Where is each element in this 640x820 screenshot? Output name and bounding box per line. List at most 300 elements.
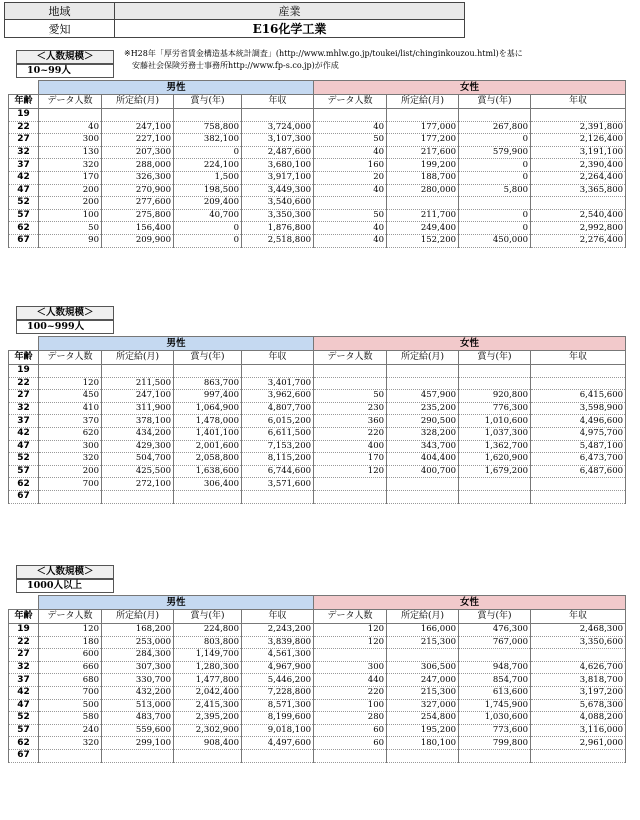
age-cell: 47 [9,440,39,453]
value-cell: 2,243,200 [242,624,314,637]
value-cell: 2,961,000 [531,737,626,750]
value-cell: 280 [314,712,387,725]
value-cell: 5,678,300 [531,699,626,712]
table-row [9,197,626,210]
value-cell: 50 [314,390,387,403]
value-cell: 457,900 [387,390,459,403]
value-cell: 799,800 [459,737,531,750]
table-row [9,686,626,699]
value-cell: 7,228,800 [242,686,314,699]
age-header: 年齢 [9,610,39,624]
value-cell: 209,400 [174,197,242,210]
value-cell: 6,015,200 [242,415,314,428]
region-value: 愛知 [5,20,115,38]
value-cell: 4,088,200 [531,712,626,725]
value-cell [39,490,102,503]
blank-cell [9,596,39,610]
table-row [9,661,626,674]
value-cell: 120 [314,465,387,478]
col-monthly-m: 所定給(月) [102,610,174,624]
value-cell: 500 [39,699,102,712]
value-cell: 6,744,600 [242,465,314,478]
value-cell: 6,487,600 [531,465,626,478]
value-cell: 1,876,800 [242,222,314,235]
industry-label: 産業 [115,3,465,20]
value-cell: 40 [314,121,387,134]
value-cell: 40 [39,121,102,134]
age-cell: 22 [9,121,39,134]
value-cell: 220 [314,686,387,699]
value-cell [531,365,626,378]
value-cell: 3,724,000 [242,121,314,134]
col-annual-f: 年収 [531,95,626,109]
value-cell: 211,700 [387,209,459,222]
col-annual-m: 年収 [242,351,314,365]
value-cell: 180,100 [387,737,459,750]
value-cell: 8,571,300 [242,699,314,712]
value-cell: 1,745,900 [459,699,531,712]
value-cell: 50 [314,209,387,222]
table-row [9,184,626,197]
table-row [9,234,626,247]
value-cell [314,365,387,378]
age-cell: 42 [9,427,39,440]
value-cell: 156,400 [102,222,174,235]
value-cell: 4,807,700 [242,402,314,415]
value-cell [39,365,102,378]
col-annual-f: 年収 [531,351,626,365]
table-row [9,478,626,491]
age-cell: 47 [9,184,39,197]
value-cell: 4,975,700 [531,427,626,440]
age-cell: 19 [9,365,39,378]
value-cell: 948,700 [459,661,531,674]
table-row [9,636,626,649]
value-cell: 224,100 [174,159,242,172]
value-cell: 767,000 [459,636,531,649]
value-cell: 2,468,300 [531,624,626,637]
age-cell: 52 [9,712,39,725]
value-cell: 2,487,600 [242,146,314,159]
value-cell [387,109,459,122]
value-cell: 2,001,600 [174,440,242,453]
value-cell: 450 [39,390,102,403]
value-cell [314,490,387,503]
value-cell: 40 [314,146,387,159]
value-cell: 776,300 [459,402,531,415]
col-monthly-f: 所定給(月) [387,95,459,109]
value-cell: 3,917,100 [242,171,314,184]
value-cell: 4,496,600 [531,415,626,428]
value-cell: 1,477,800 [174,674,242,687]
value-cell: 320 [39,737,102,750]
value-cell: 2,415,300 [174,699,242,712]
value-cell: 180 [39,636,102,649]
value-cell: 120 [39,624,102,637]
table-row [9,724,626,737]
value-cell: 299,100 [102,737,174,750]
value-cell: 378,100 [102,415,174,428]
value-cell: 40 [314,184,387,197]
value-cell: 277,600 [102,197,174,210]
value-cell: 997,400 [174,390,242,403]
value-cell: 60 [314,737,387,750]
female-header: 女性 [314,81,626,95]
value-cell: 1,280,300 [174,661,242,674]
table-row [9,377,626,390]
value-cell: 3,449,300 [242,184,314,197]
value-cell [459,377,531,390]
value-cell: 40 [314,234,387,247]
col-monthly-f: 所定給(月) [387,610,459,624]
value-cell: 168,200 [102,624,174,637]
table-row [9,159,626,172]
table-row [9,402,626,415]
table-row [9,109,626,122]
table-row [9,453,626,466]
value-cell: 326,300 [102,171,174,184]
table-row [9,390,626,403]
age-cell: 32 [9,661,39,674]
value-cell: 908,400 [174,737,242,750]
col-bonus-f: 賞与(年) [459,610,531,624]
table-row [9,440,626,453]
col-monthly-m: 所定給(月) [102,351,174,365]
value-cell: 120 [39,377,102,390]
value-cell [531,749,626,762]
blank-cell [9,337,39,351]
value-cell: 90 [39,234,102,247]
region-label: 地域 [5,3,115,20]
table-row [9,121,626,134]
value-cell: 3,962,600 [242,390,314,403]
value-cell: 0 [459,159,531,172]
value-cell: 311,900 [102,402,174,415]
value-cell: 328,200 [387,427,459,440]
value-cell [531,649,626,662]
value-cell: 1,010,600 [459,415,531,428]
value-cell [314,377,387,390]
value-cell: 170 [39,171,102,184]
age-cell: 62 [9,737,39,750]
value-cell: 404,400 [387,453,459,466]
wage-table-2 [8,595,626,763]
col-bonus-m: 賞与(年) [174,351,242,365]
value-cell: 920,800 [459,390,531,403]
value-cell: 3,571,600 [242,478,314,491]
value-cell: 4,967,900 [242,661,314,674]
value-cell: 2,264,400 [531,171,626,184]
value-cell: 6,611,500 [242,427,314,440]
value-cell [531,377,626,390]
value-cell [531,490,626,503]
value-cell: 8,115,200 [242,453,314,466]
age-cell: 22 [9,377,39,390]
value-cell: 195,200 [387,724,459,737]
value-cell: 200 [39,197,102,210]
value-cell: 200 [39,184,102,197]
value-cell: 3,680,100 [242,159,314,172]
value-cell: 50 [314,134,387,147]
value-cell: 863,700 [174,377,242,390]
value-cell: 2,390,400 [531,159,626,172]
table-row [9,427,626,440]
value-cell: 50 [39,222,102,235]
col-annual-m: 年収 [242,95,314,109]
value-cell: 0 [459,209,531,222]
value-cell [174,749,242,762]
value-cell: 320 [39,453,102,466]
table-row [9,649,626,662]
value-cell: 400 [314,440,387,453]
value-cell: 200 [39,465,102,478]
value-cell: 40 [314,222,387,235]
value-cell [174,365,242,378]
value-cell: 2,302,900 [174,724,242,737]
size-value-1: 100~999人 [16,320,114,334]
value-cell [242,109,314,122]
value-cell: 3,401,700 [242,377,314,390]
value-cell: 476,300 [459,624,531,637]
value-cell: 0 [174,146,242,159]
value-cell: 290,500 [387,415,459,428]
value-cell: 3,107,300 [242,134,314,147]
table-row [9,222,626,235]
value-cell: 166,000 [387,624,459,637]
value-cell: 235,200 [387,402,459,415]
value-cell: 3,839,800 [242,636,314,649]
value-cell: 2,391,800 [531,121,626,134]
age-cell: 22 [9,636,39,649]
value-cell: 272,100 [102,478,174,491]
value-cell: 160 [314,159,387,172]
value-cell: 3,598,900 [531,402,626,415]
col-count-m: データ人数 [39,351,102,365]
value-cell [387,377,459,390]
value-cell [314,109,387,122]
value-cell: 579,900 [459,146,531,159]
value-cell: 2,395,200 [174,712,242,725]
value-cell: 1,037,300 [459,427,531,440]
value-cell: 429,300 [102,440,174,453]
value-cell: 1,638,600 [174,465,242,478]
value-cell [459,197,531,210]
col-monthly-f: 所定給(月) [387,351,459,365]
value-cell: 8,199,600 [242,712,314,725]
size-title-0: ＜人数規模＞ [16,50,114,64]
industry-value: E16化学工業 [115,20,465,38]
size-title-1: ＜人数規模＞ [16,306,114,320]
value-cell: 177,000 [387,121,459,134]
table-row [9,490,626,503]
size-value-2: 1000人以上 [16,579,114,593]
value-cell: 330,700 [102,674,174,687]
col-bonus-f: 賞与(年) [459,95,531,109]
value-cell: 199,200 [387,159,459,172]
value-cell: 120 [314,636,387,649]
col-count-f: データ人数 [314,610,387,624]
value-cell: 9,018,100 [242,724,314,737]
value-cell: 6,473,700 [531,453,626,466]
value-cell: 580 [39,712,102,725]
value-cell [531,478,626,491]
value-cell: 360 [314,415,387,428]
value-cell [531,197,626,210]
age-cell: 27 [9,390,39,403]
col-count-f: データ人数 [314,95,387,109]
value-cell: 3,116,000 [531,724,626,737]
value-cell: 152,200 [387,234,459,247]
value-cell: 1,620,900 [459,453,531,466]
value-cell: 230 [314,402,387,415]
value-cell: 198,500 [174,184,242,197]
source-note-line1: ※H28年「厚労省賃金構造基本統計調査」(http://www.mhlw.go.jp/toukei/list/chinginkouzou.html)を基に [124,49,523,58]
age-cell: 52 [9,453,39,466]
table-row [9,134,626,147]
age-header: 年齢 [9,95,39,109]
table-row [9,209,626,222]
table-row [9,737,626,750]
value-cell: 215,300 [387,686,459,699]
age-cell: 62 [9,222,39,235]
value-cell [102,749,174,762]
value-cell: 130 [39,146,102,159]
value-cell: 410 [39,402,102,415]
male-header: 男性 [39,81,314,95]
value-cell [387,478,459,491]
value-cell: 0 [459,171,531,184]
value-cell: 3,350,300 [242,209,314,222]
value-cell: 450,000 [459,234,531,247]
value-cell: 320 [39,159,102,172]
value-cell [39,109,102,122]
value-cell: 1,362,700 [459,440,531,453]
value-cell: 1,401,100 [174,427,242,440]
value-cell: 432,200 [102,686,174,699]
table-row [9,465,626,478]
value-cell: 4,497,600 [242,737,314,750]
value-cell [459,749,531,762]
value-cell: 224,800 [174,624,242,637]
value-cell [459,365,531,378]
wage-table-0 [8,80,626,248]
value-cell: 300 [39,440,102,453]
value-cell: 0 [174,234,242,247]
value-cell: 600 [39,649,102,662]
blank-cell [9,81,39,95]
value-cell [387,490,459,503]
value-cell: 2,126,400 [531,134,626,147]
value-cell: 300 [314,661,387,674]
value-cell: 0 [459,134,531,147]
age-cell: 19 [9,624,39,637]
value-cell: 5,487,100 [531,440,626,453]
value-cell [314,749,387,762]
value-cell: 60 [314,724,387,737]
age-cell: 47 [9,699,39,712]
value-cell [314,197,387,210]
value-cell: 253,000 [102,636,174,649]
col-bonus-f: 賞与(年) [459,351,531,365]
value-cell [387,649,459,662]
source-note-line2: 安藤社会保険労務士事務所http://www.fp-s.co.jp)が作成 [132,61,339,70]
value-cell: 267,800 [459,121,531,134]
table-row [9,674,626,687]
value-cell: 1,500 [174,171,242,184]
value-cell: 613,600 [459,686,531,699]
value-cell: 4,626,700 [531,661,626,674]
value-cell: 188,700 [387,171,459,184]
value-cell: 2,992,800 [531,222,626,235]
value-cell: 483,700 [102,712,174,725]
table-row [9,712,626,725]
value-cell [102,365,174,378]
value-cell [174,109,242,122]
value-cell: 513,000 [102,699,174,712]
value-cell: 227,100 [102,134,174,147]
value-cell [242,365,314,378]
value-cell: 211,500 [102,377,174,390]
col-annual-m: 年収 [242,610,314,624]
wage-table-1 [8,336,626,504]
value-cell: 400,700 [387,465,459,478]
value-cell: 209,900 [102,234,174,247]
value-cell: 854,700 [459,674,531,687]
age-cell: 67 [9,234,39,247]
value-cell: 343,700 [387,440,459,453]
value-cell: 215,300 [387,636,459,649]
age-cell: 42 [9,686,39,699]
value-cell: 120 [314,624,387,637]
size-title-2: ＜人数規模＞ [16,565,114,579]
value-cell: 773,600 [459,724,531,737]
value-cell: 100 [314,699,387,712]
value-cell: 100 [39,209,102,222]
value-cell: 306,500 [387,661,459,674]
value-cell: 3,540,600 [242,197,314,210]
value-cell: 425,500 [102,465,174,478]
value-cell: 1,679,200 [459,465,531,478]
value-cell: 280,000 [387,184,459,197]
value-cell: 6,415,600 [531,390,626,403]
age-cell: 42 [9,171,39,184]
value-cell: 2,058,800 [174,453,242,466]
value-cell: 2,540,400 [531,209,626,222]
col-bonus-m: 賞与(年) [174,610,242,624]
value-cell: 284,300 [102,649,174,662]
value-cell [174,490,242,503]
male-header: 男性 [39,337,314,351]
value-cell: 247,100 [102,390,174,403]
female-header: 女性 [314,596,626,610]
col-count-m: データ人数 [39,610,102,624]
value-cell: 7,153,200 [242,440,314,453]
value-cell: 3,350,600 [531,636,626,649]
table-row [9,171,626,184]
value-cell: 3,191,100 [531,146,626,159]
age-cell: 57 [9,209,39,222]
value-cell [387,197,459,210]
value-cell: 207,300 [102,146,174,159]
value-cell [459,478,531,491]
value-cell: 680 [39,674,102,687]
table-row [9,365,626,378]
age-cell: 37 [9,415,39,428]
age-cell: 37 [9,159,39,172]
value-cell: 620 [39,427,102,440]
value-cell: 254,800 [387,712,459,725]
col-monthly-m: 所定給(月) [102,95,174,109]
